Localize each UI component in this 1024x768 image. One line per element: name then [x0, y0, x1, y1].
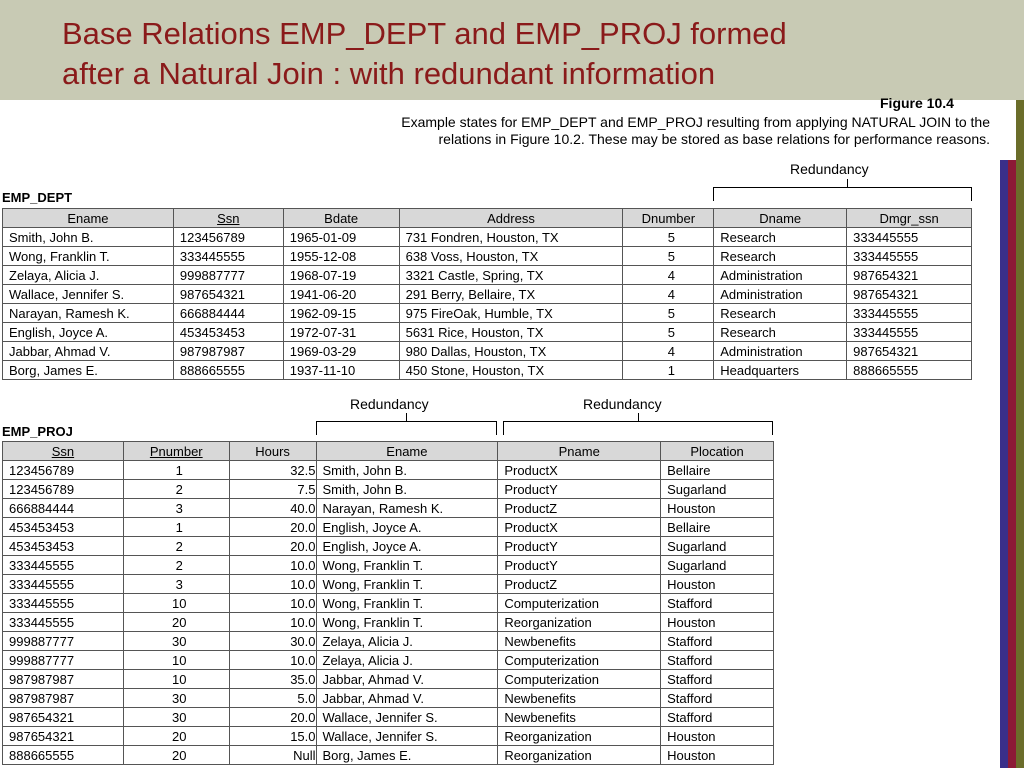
cell-ename: Wallace, Jennifer S.	[316, 727, 498, 746]
table-row	[3, 594, 774, 613]
cell-ename: Narayan, Ramesh K.	[316, 499, 498, 518]
emp-proj-header-row	[3, 442, 774, 461]
table-row	[3, 342, 972, 361]
table-row	[3, 361, 972, 380]
table-row	[3, 689, 774, 708]
cell-dnumber: 5	[623, 304, 714, 323]
table-row	[3, 461, 774, 480]
cell-ename: English, Joyce A.	[316, 518, 498, 537]
cell-pnumber: 10	[123, 594, 229, 613]
cell-dname: Administration	[714, 285, 847, 304]
cell-address: 638 Voss, Houston, TX	[399, 247, 623, 266]
cell-address: 975 FireOak, Humble, TX	[399, 304, 623, 323]
emp-proj-body	[3, 461, 774, 765]
cell-ssn: 987654321	[173, 285, 283, 304]
cell-address: 980 Dallas, Houston, TX	[399, 342, 623, 361]
cell-ename: Wong, Franklin T.	[316, 594, 498, 613]
table-row	[3, 285, 972, 304]
cell-ename: Narayan, Ramesh K.	[3, 304, 174, 323]
cell-ename: English, Joyce A.	[3, 323, 174, 342]
cell-ename: Smith, John B.	[316, 461, 498, 480]
cell-pname: ProductZ	[498, 575, 661, 594]
cell-hours: 20.0	[229, 518, 316, 537]
redundancy-bracket-tick	[847, 179, 848, 187]
cell-ssn: 123456789	[3, 461, 124, 480]
cell-ename: Wong, Franklin T.	[316, 575, 498, 594]
cell-hours: 30.0	[229, 632, 316, 651]
table-row	[3, 746, 774, 765]
cell-plocation: Sugarland	[661, 537, 774, 556]
col-header-ssn: Ssn	[3, 442, 124, 461]
cell-ssn: 123456789	[3, 480, 124, 499]
col-header-dnumber: Dnumber	[623, 209, 714, 228]
cell-ssn: 987987987	[173, 342, 283, 361]
cell-pnumber: 10	[123, 670, 229, 689]
redundancy-bracket-tick	[406, 413, 407, 421]
cell-ename: English, Joyce A.	[316, 537, 498, 556]
slide-title-line2: after a Natural Join : with redundant information	[62, 56, 716, 91]
redundancy-label-proj-ename: Redundancy	[350, 396, 429, 412]
cell-dname: Research	[714, 323, 847, 342]
table-row	[3, 537, 774, 556]
cell-ssn: 333445555	[3, 575, 124, 594]
cell-dname: Research	[714, 304, 847, 323]
cell-ename: Jabbar, Ahmad V.	[316, 689, 498, 708]
cell-ssn: 453453453	[3, 518, 124, 537]
cell-hours: 7.5	[229, 480, 316, 499]
cell-address: 450 Stone, Houston, TX	[399, 361, 623, 380]
cell-hours: 40.0	[229, 499, 316, 518]
emp-proj-label: EMP_PROJ	[2, 424, 73, 439]
table-row	[3, 480, 774, 499]
cell-dmgr-ssn: 333445555	[847, 247, 972, 266]
cell-ssn: 999887777	[3, 651, 124, 670]
cell-dnumber: 4	[623, 285, 714, 304]
cell-ssn: 453453453	[3, 537, 124, 556]
cell-ssn: 333445555	[3, 613, 124, 632]
cell-ename: Jabbar, Ahmad V.	[3, 342, 174, 361]
cell-pname: ProductY	[498, 480, 661, 499]
cell-pname: ProductZ	[498, 499, 661, 518]
cell-hours: 10.0	[229, 556, 316, 575]
figure-caption-line2: relations in Figure 10.2. These may be stored as base relations for performance reasons.	[438, 131, 990, 147]
cell-hours: 20.0	[229, 537, 316, 556]
cell-plocation: Bellaire	[661, 518, 774, 537]
cell-dname: Research	[714, 247, 847, 266]
cell-address: 3321 Castle, Spring, TX	[399, 266, 623, 285]
cell-plocation: Stafford	[661, 708, 774, 727]
redundancy-label-dept: Redundancy	[790, 161, 869, 177]
cell-dmgr-ssn: 987654321	[847, 342, 972, 361]
cell-ssn: 888665555	[3, 746, 124, 765]
cell-plocation: Houston	[661, 613, 774, 632]
cell-pname: Reorganization	[498, 613, 661, 632]
cell-pnumber: 2	[123, 480, 229, 499]
col-header-ssn: Ssn	[173, 209, 283, 228]
cell-dname: Administration	[714, 266, 847, 285]
redundancy-label-proj-project: Redundancy	[583, 396, 662, 412]
figure-caption-line1: Example states for EMP_DEPT and EMP_PROJ resulting from applying NATURAL JOIN to the	[401, 114, 990, 130]
cell-dnumber: 5	[623, 323, 714, 342]
cell-plocation: Houston	[661, 727, 774, 746]
cell-pnumber: 30	[123, 689, 229, 708]
cell-ssn: 999887777	[3, 632, 124, 651]
redundancy-bracket-proj-ename	[316, 421, 497, 435]
cell-dnumber: 5	[623, 228, 714, 247]
figure-label: Figure 10.4	[880, 95, 954, 111]
table-row	[3, 266, 972, 285]
cell-pnumber: 1	[123, 461, 229, 480]
cell-ssn: 987987987	[3, 689, 124, 708]
col-header-address: Address	[399, 209, 623, 228]
cell-plocation: Houston	[661, 575, 774, 594]
redundancy-bracket-proj-project	[503, 421, 773, 435]
col-header-plocation: Plocation	[661, 442, 774, 461]
cell-ename: Wong, Franklin T.	[316, 556, 498, 575]
emp-dept-header-row	[3, 209, 972, 228]
cell-ename: Jabbar, Ahmad V.	[316, 670, 498, 689]
cell-pname: Newbenefits	[498, 708, 661, 727]
cell-dnumber: 5	[623, 247, 714, 266]
cell-ssn: 987654321	[3, 708, 124, 727]
cell-hours: 10.0	[229, 613, 316, 632]
cell-hours: 5.0	[229, 689, 316, 708]
cell-pname: ProductY	[498, 537, 661, 556]
col-header-ename: Ename	[316, 442, 498, 461]
cell-hours: 15.0	[229, 727, 316, 746]
cell-pname: ProductX	[498, 461, 661, 480]
cell-bdate: 1962-09-15	[283, 304, 399, 323]
col-header-ename: Ename	[3, 209, 174, 228]
cell-hours: Null	[229, 746, 316, 765]
table-row	[3, 670, 774, 689]
col-header-bdate: Bdate	[283, 209, 399, 228]
cell-pname: ProductY	[498, 556, 661, 575]
emp-dept-body	[3, 228, 972, 380]
cell-bdate: 1955-12-08	[283, 247, 399, 266]
cell-pnumber: 3	[123, 575, 229, 594]
table-row	[3, 651, 774, 670]
cell-pnumber: 20	[123, 746, 229, 765]
slide-title-line1: Base Relations EMP_DEPT and EMP_PROJ formed	[62, 16, 787, 51]
cell-plocation: Sugarland	[661, 556, 774, 575]
cell-pname: ProductX	[498, 518, 661, 537]
cell-pname: Computerization	[498, 651, 661, 670]
cell-ename: Wong, Franklin T.	[316, 613, 498, 632]
cell-plocation: Sugarland	[661, 480, 774, 499]
emp-proj-table	[2, 441, 774, 765]
col-header-hours: Hours	[229, 442, 316, 461]
cell-dmgr-ssn: 888665555	[847, 361, 972, 380]
cell-plocation: Stafford	[661, 670, 774, 689]
redundancy-bracket-dept	[713, 187, 972, 201]
cell-ename: Zelaya, Alicia J.	[3, 266, 174, 285]
cell-plocation: Houston	[661, 499, 774, 518]
cell-ename: Wallace, Jennifer S.	[3, 285, 174, 304]
cell-pname: Computerization	[498, 594, 661, 613]
cell-address: 291 Berry, Bellaire, TX	[399, 285, 623, 304]
cell-ssn: 999887777	[173, 266, 283, 285]
cell-pnumber: 3	[123, 499, 229, 518]
cell-plocation: Bellaire	[661, 461, 774, 480]
cell-ssn: 987654321	[3, 727, 124, 746]
cell-bdate: 1972-07-31	[283, 323, 399, 342]
table-row	[3, 632, 774, 651]
cell-bdate: 1937-11-10	[283, 361, 399, 380]
emp-dept-label: EMP_DEPT	[2, 190, 73, 205]
cell-bdate: 1968-07-19	[283, 266, 399, 285]
cell-plocation: Houston	[661, 746, 774, 765]
cell-ssn: 666884444	[173, 304, 283, 323]
cell-hours: 35.0	[229, 670, 316, 689]
cell-ssn: 123456789	[173, 228, 283, 247]
cell-hours: 32.5	[229, 461, 316, 480]
cell-pname: Reorganization	[498, 746, 661, 765]
cell-dmgr-ssn: 987654321	[847, 266, 972, 285]
cell-bdate: 1965-01-09	[283, 228, 399, 247]
cell-ename: Wong, Franklin T.	[3, 247, 174, 266]
table-row	[3, 499, 774, 518]
table-row	[3, 228, 972, 247]
cell-pnumber: 20	[123, 613, 229, 632]
cell-ssn: 333445555	[3, 594, 124, 613]
cell-pname: Computerization	[498, 670, 661, 689]
cell-plocation: Stafford	[661, 594, 774, 613]
cell-dmgr-ssn: 987654321	[847, 285, 972, 304]
cell-ename: Borg, James E.	[3, 361, 174, 380]
cell-ename: Zelaya, Alicia J.	[316, 632, 498, 651]
cell-bdate: 1941-06-20	[283, 285, 399, 304]
cell-dmgr-ssn: 333445555	[847, 304, 972, 323]
cell-plocation: Stafford	[661, 651, 774, 670]
figure-caption	[140, 114, 990, 148]
redundancy-bracket-tick	[638, 413, 639, 421]
cell-ename: Smith, John B.	[316, 480, 498, 499]
cell-ssn: 333445555	[173, 247, 283, 266]
cell-address: 731 Fondren, Houston, TX	[399, 228, 623, 247]
cell-hours: 20.0	[229, 708, 316, 727]
cell-dname: Research	[714, 228, 847, 247]
table-row	[3, 708, 774, 727]
col-header-pname: Pname	[498, 442, 661, 461]
cell-dmgr-ssn: 333445555	[847, 228, 972, 247]
cell-pname: Newbenefits	[498, 689, 661, 708]
cell-bdate: 1969-03-29	[283, 342, 399, 361]
table-row	[3, 727, 774, 746]
cell-dnumber: 1	[623, 361, 714, 380]
table-row	[3, 556, 774, 575]
cell-dmgr-ssn: 333445555	[847, 323, 972, 342]
cell-ssn: 333445555	[3, 556, 124, 575]
table-row	[3, 247, 972, 266]
cell-ename: Borg, James E.	[316, 746, 498, 765]
cell-dnumber: 4	[623, 266, 714, 285]
cell-address: 5631 Rice, Houston, TX	[399, 323, 623, 342]
cell-ename: Wallace, Jennifer S.	[316, 708, 498, 727]
cell-pnumber: 1	[123, 518, 229, 537]
cell-pnumber: 30	[123, 632, 229, 651]
cell-ssn: 666884444	[3, 499, 124, 518]
cell-ssn: 987987987	[3, 670, 124, 689]
table-row	[3, 575, 774, 594]
cell-pnumber: 30	[123, 708, 229, 727]
table-row	[3, 613, 774, 632]
cell-hours: 10.0	[229, 594, 316, 613]
table-row	[3, 518, 774, 537]
cell-dnumber: 4	[623, 342, 714, 361]
slide-title	[62, 14, 962, 94]
cell-pname: Newbenefits	[498, 632, 661, 651]
cell-plocation: Stafford	[661, 689, 774, 708]
cell-pname: Reorganization	[498, 727, 661, 746]
cell-dname: Administration	[714, 342, 847, 361]
cell-pnumber: 2	[123, 556, 229, 575]
cell-hours: 10.0	[229, 575, 316, 594]
emp-dept-table	[2, 208, 972, 380]
cell-plocation: Stafford	[661, 632, 774, 651]
cell-ename: Zelaya, Alicia J.	[316, 651, 498, 670]
cell-ssn: 888665555	[173, 361, 283, 380]
cell-pnumber: 2	[123, 537, 229, 556]
cell-ssn: 453453453	[173, 323, 283, 342]
table-row	[3, 304, 972, 323]
col-header-dmgr-ssn: Dmgr_ssn	[847, 209, 972, 228]
decorative-side-stripes	[1000, 100, 1024, 768]
cell-hours: 10.0	[229, 651, 316, 670]
cell-pnumber: 10	[123, 651, 229, 670]
cell-dname: Headquarters	[714, 361, 847, 380]
table-row	[3, 323, 972, 342]
col-header-dname: Dname	[714, 209, 847, 228]
col-header-pnumber: Pnumber	[123, 442, 229, 461]
cell-ename: Smith, John B.	[3, 228, 174, 247]
cell-pnumber: 20	[123, 727, 229, 746]
